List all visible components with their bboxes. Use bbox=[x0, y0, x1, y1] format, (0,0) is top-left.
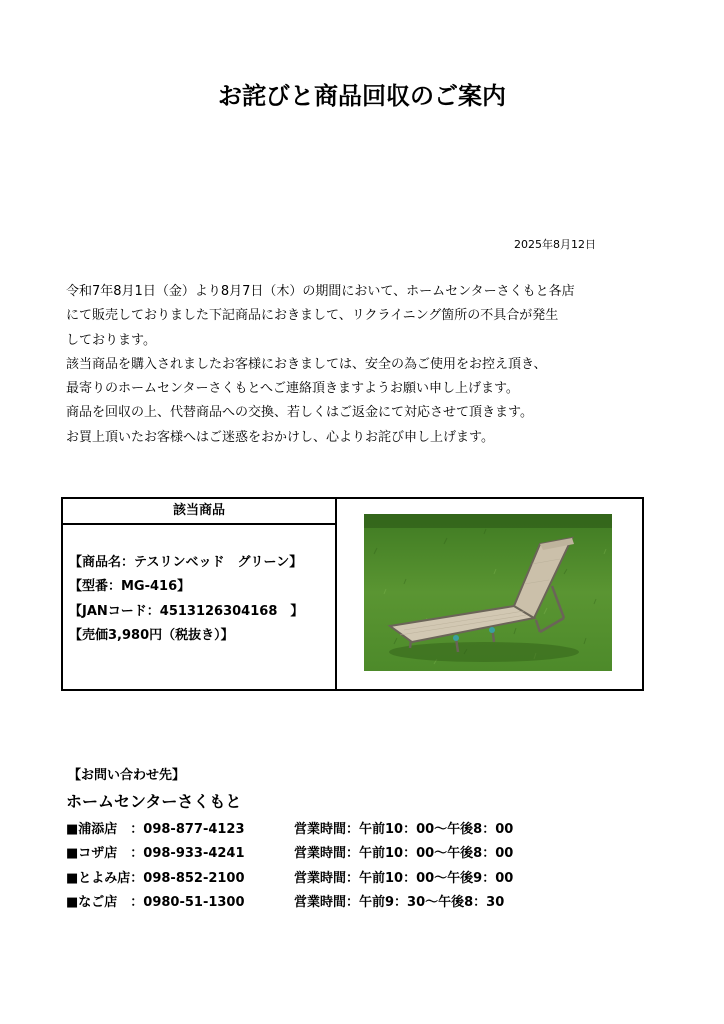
store-hours: 営業時間：午前10：00～午後8：00 bbox=[294, 822, 514, 837]
store-branch-phone: ■浦添店 ：098-877-4123 bbox=[66, 822, 245, 837]
store-branch-phone: ■なご店 ：0980-51-1300 bbox=[66, 894, 245, 910]
body-line: 最寄りのホームセンターさくもとへご連絡頂きますようお願い申し上げます。 bbox=[66, 381, 519, 397]
store-hours: 営業時間：午前9：30～午後8：30 bbox=[294, 894, 505, 910]
body-line: しております。 bbox=[66, 332, 156, 348]
store-list bbox=[66, 818, 666, 915]
notice-body bbox=[66, 280, 646, 450]
store-row bbox=[66, 818, 666, 842]
product-info-cell bbox=[63, 499, 337, 689]
product-name: 【商品名：テスリンベッド グリーン】 bbox=[69, 555, 303, 570]
store-branch-phone: ■とよみ店：098-852-2100 bbox=[66, 870, 245, 886]
body-line: 商品を回収の上、代替商品への交換、若しくはご返金にて対応させて頂きます。 bbox=[66, 405, 533, 421]
product-table bbox=[61, 497, 644, 691]
body-line: にて販売しておりました下記商品におきまして、リクライニング箇所の不具合が発生 bbox=[66, 308, 559, 324]
issue-date: 2025年8月12日 bbox=[514, 238, 596, 251]
product-model: 【型番：MG-416】 bbox=[69, 579, 191, 595]
store-branch-phone: ■コザ店 ：098-933-4241 bbox=[66, 846, 245, 862]
reclining-lounge-chair-photo bbox=[364, 514, 612, 671]
product-details bbox=[63, 525, 335, 648]
body-line: 該当商品を購入されましたお客様におきましては、安全の為ご使用をお控え頂き、 bbox=[66, 356, 547, 372]
store-row bbox=[66, 842, 666, 866]
store-hours: 営業時間：午前10：00～午後8：00 bbox=[294, 846, 514, 862]
store-row bbox=[66, 867, 666, 891]
product-price: 【売価3,980円（税抜き）】 bbox=[69, 627, 234, 643]
store-row bbox=[66, 891, 666, 915]
store-hours: 営業時間：午前10：00～午後9：00 bbox=[294, 870, 514, 886]
body-line: お買上頂いたお客様へはご迷惑をおかけし、心よりお詫び申し上げます。 bbox=[66, 429, 494, 445]
page-title: お詫びと商品回収のご案内 bbox=[218, 82, 506, 110]
contact-section bbox=[66, 764, 666, 915]
contact-heading: 【お問い合わせ先】 bbox=[68, 768, 186, 783]
product-jan: 【JANコード：4513126304168 】 bbox=[69, 603, 304, 619]
company-name: ホームセンターさくもと bbox=[66, 792, 242, 811]
body-line: 令和7年8月1日（金）より8月7日（木）の期間において、ホームセンターさくもと各店 bbox=[66, 284, 575, 299]
product-table-header: 該当商品 bbox=[63, 499, 335, 525]
